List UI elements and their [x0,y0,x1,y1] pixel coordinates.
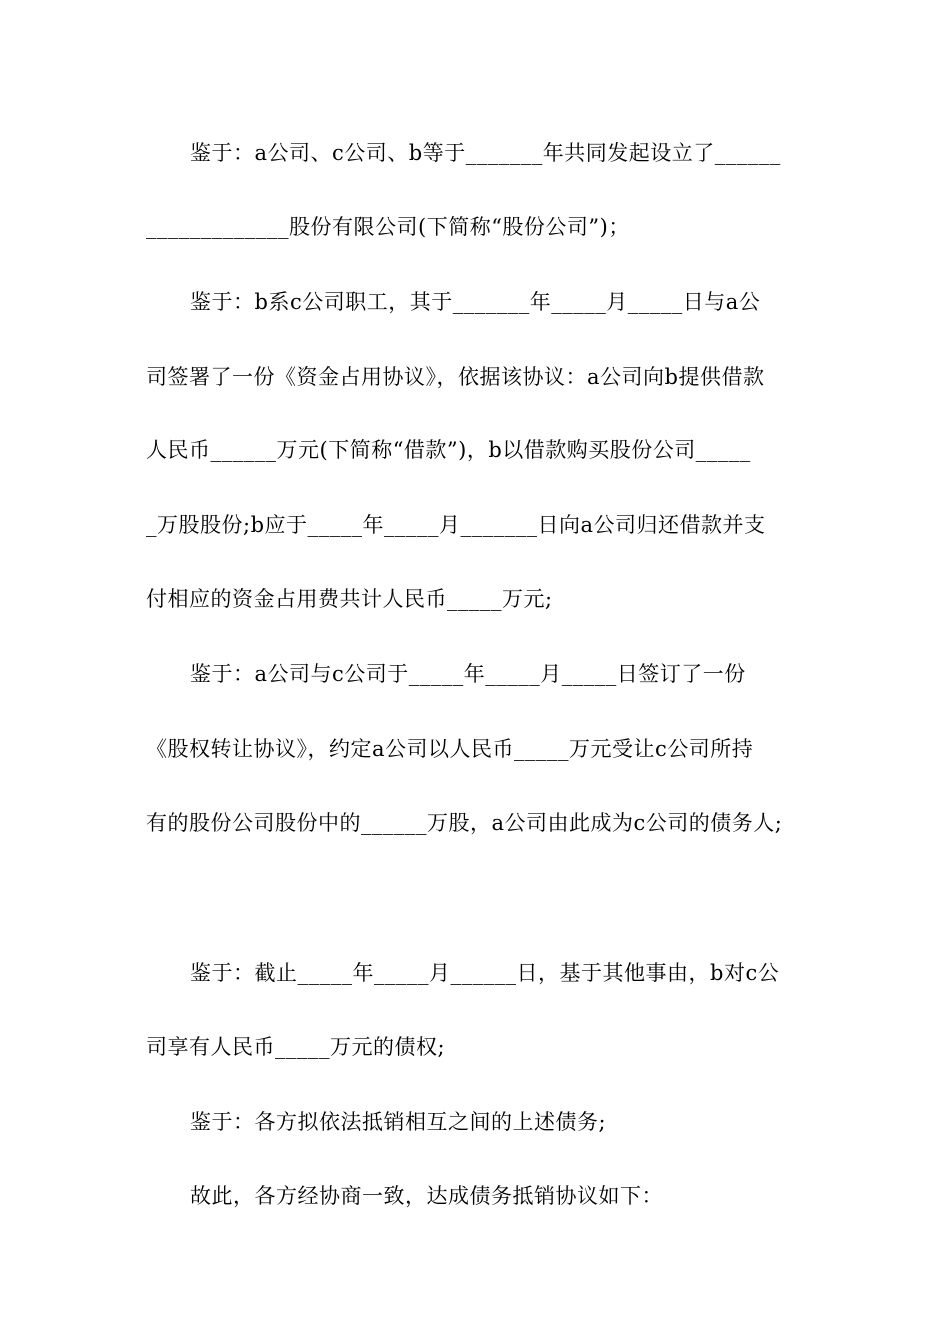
conclusion-line: 故此，各方经协商一致，达成债务抵销协议如下： [190,1184,663,1208]
recital-1-line-2: _____________股份有限公司(下简称“股份公司”)； [146,215,630,239]
recital-2-line-2: 司签署了一份《资金占用协议》，依据该协议：a公司向b提供借款 [146,365,765,389]
recital-1-line-1: 鉴于：a公司、c公司、b等于_______年共同发起设立了______ [190,141,781,165]
recital-4-line-2: 司享有人民币_____万元的债权; [146,1035,446,1059]
recital-2-line-5: 付相应的资金占用费共计人民币_____万元; [146,587,553,611]
recital-3-line-3: 有的股份公司股份中的______万股，a公司由此成为c公司的债务人; [146,811,783,835]
recital-5-line-1: 鉴于：各方拟依法抵销相互之间的上述债务; [190,1110,607,1134]
recital-2-line-4: _万股股份;b应于_____年_____月_______日向a公司归还借款并支 [146,513,766,537]
recital-3-line-1: 鉴于：a公司与c公司于_____年_____月_____日签订了一份 [190,662,746,686]
recital-2-line-3: 人民币______万元(下简称“借款”)，b以借款购买股份公司_____ [146,438,751,462]
recital-3-line-2: 《股权转让协议》，约定a公司以人民币_____万元受让c公司所持 [146,737,754,761]
recital-4-line-1: 鉴于：截止_____年_____月______日，基于其他事由，b对c公 [190,961,780,985]
recital-2-line-1: 鉴于：b系c公司职工，其于_______年_____月_____日与a公 [190,290,761,314]
